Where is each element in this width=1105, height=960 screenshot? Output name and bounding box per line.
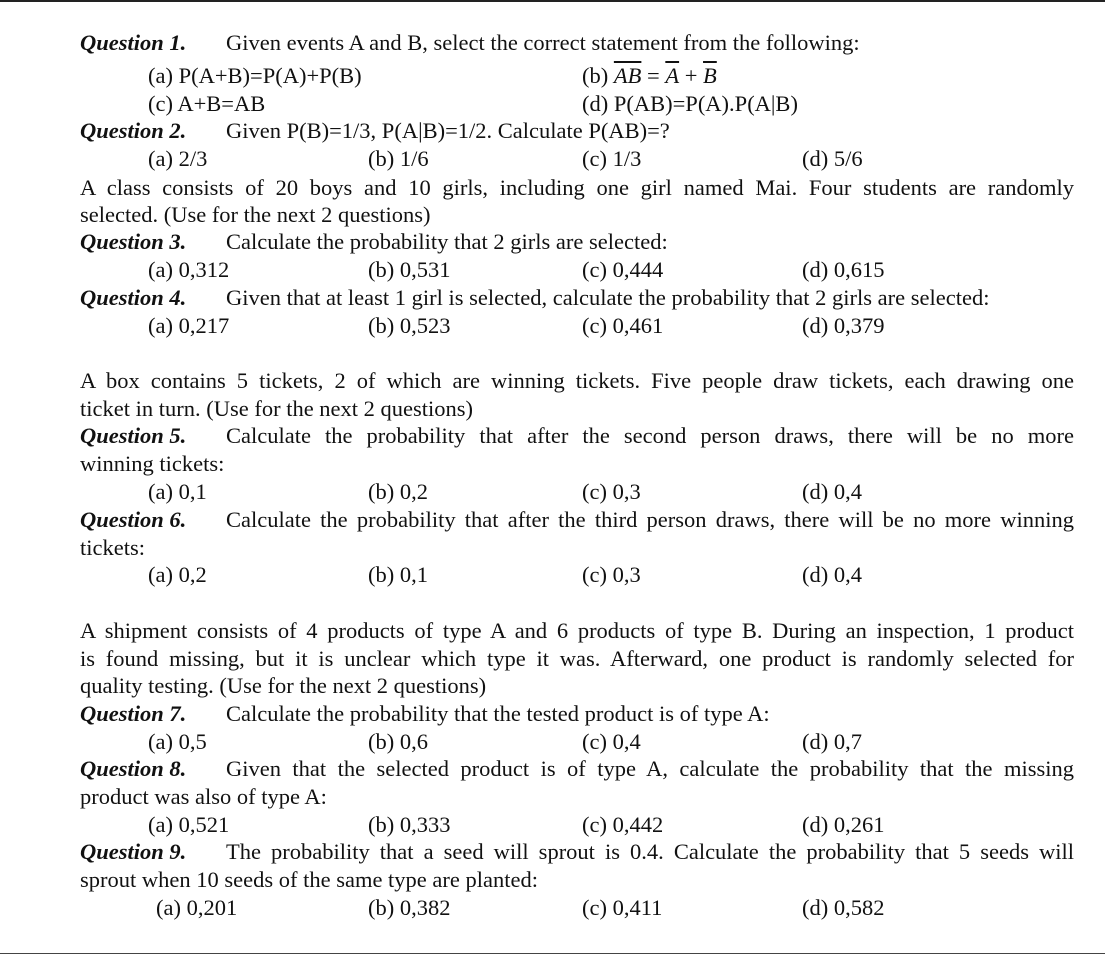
q9-option-a: (a) 0,201 <box>156 895 238 920</box>
question-1 <box>80 30 860 55</box>
q1-option-a: (a) P(A+B)=P(A)+P(B) <box>148 63 362 88</box>
question-9-text: The probability that a seed will sprout is 0.4. Calculate the probability that 5 seeds will <box>226 839 1074 864</box>
q3-option-a: (a) 0,312 <box>148 257 230 282</box>
q3-option-c: (c) 0,444 <box>582 257 664 282</box>
q3-option-b: (b) 0,531 <box>368 257 451 282</box>
question-3 <box>80 229 668 254</box>
question-4-text: Given that at least 1 girl is selected, calculate the probability that 2 girls are selected: <box>226 285 990 310</box>
q7-option-c: (c) 0,4 <box>582 729 641 754</box>
q9-option-d: (d) 0,582 <box>802 895 885 920</box>
question-9 <box>80 841 1074 864</box>
q1-option-b-plus: + <box>679 63 704 88</box>
question-3-label: Question 3. <box>80 229 187 254</box>
context-1-line-2: selected. (Use for the next 2 questions) <box>80 202 431 227</box>
question-2 <box>80 118 670 143</box>
q6-option-c: (c) 0,3 <box>582 562 641 587</box>
context-3-line-3: quality testing. (Use for the next 2 questions) <box>80 673 487 698</box>
context-3-line-1: A shipment consists of 4 products of type A and 6 products of type B. During an inspection, 1 product <box>80 618 1074 643</box>
q4-option-d: (d) 0,379 <box>802 313 885 338</box>
question-4-label: Question 4. <box>80 285 187 310</box>
q7-option-a: (a) 0,5 <box>148 729 207 754</box>
q9-option-b: (b) 0,382 <box>368 895 451 920</box>
question-9-label: Question 9. <box>80 839 187 864</box>
q1-option-c: (c) A+B=AB <box>148 91 266 116</box>
q5-option-c: (c) 0,3 <box>582 479 641 504</box>
q8-option-c: (c) 0,442 <box>582 812 664 837</box>
top-border-line <box>0 0 1105 2</box>
overline-ab: $\overline{AB}$ <box>613 63 642 88</box>
question-7-text: Calculate the probability that the tested product is of type A: <box>226 701 770 726</box>
question-9-text-cont: sprout when 10 seeds of the same type are planted: <box>80 867 538 892</box>
question-2-label: Question 2. <box>80 118 187 143</box>
q5-option-a: (a) 0,1 <box>148 479 207 504</box>
question-8-text-cont: product was also of type A: <box>80 784 327 809</box>
q7-option-b: (b) 0,6 <box>368 729 428 754</box>
overline-b: $\overline{B}$ <box>703 63 717 88</box>
q1-option-b-equals: = <box>641 63 666 88</box>
q8-option-b: (b) 0,333 <box>368 812 451 837</box>
question-3-text: Calculate the probability that 2 girls are selected: <box>226 229 668 254</box>
question-1-label: Question 1. <box>80 30 187 55</box>
q9-option-c: (c) 0,411 <box>582 895 663 920</box>
context-2-line-1: A box contains 5 tickets, 2 of which are winning tickets. Five people draw tickets, each drawing one <box>80 368 1074 393</box>
overline-a: $\overline{A}$ <box>665 63 680 88</box>
question-6-text-cont: tickets: <box>80 535 145 560</box>
q6-option-d: (d) 0,4 <box>802 562 862 587</box>
question-7 <box>80 701 770 726</box>
q3-option-d: (d) 0,615 <box>802 257 885 282</box>
question-8 <box>80 758 1074 781</box>
context-3-line-2: is found missing, but it is unclear which type it was. Afterward, one product is randomly selected for <box>80 646 1074 671</box>
question-6-text: Calculate the probability that after the third person draws, there will be no more winning <box>226 507 1074 532</box>
question-7-label: Question 7. <box>80 701 187 726</box>
question-8-label: Question 8. <box>80 756 187 781</box>
bottom-border-line <box>0 953 1105 954</box>
question-6-label: Question 6. <box>80 507 187 532</box>
q2-option-d: (d) 5/6 <box>802 146 863 171</box>
q2-option-c: (c) 1/3 <box>582 146 642 171</box>
q4-option-a: (a) 0,217 <box>148 313 230 338</box>
question-6 <box>80 509 1074 532</box>
q1-option-b <box>582 65 717 88</box>
q6-option-a: (a) 0,2 <box>148 562 207 587</box>
question-5 <box>80 425 1074 448</box>
question-1-text: Given events A and B, select the correct statement from the following: <box>226 30 860 55</box>
q4-option-b: (b) 0,523 <box>368 313 451 338</box>
q4-option-c: (c) 0,461 <box>582 313 664 338</box>
question-8-text: Given that the selected product is of type A, calculate the probability that the missing <box>226 756 1074 781</box>
q1-option-d: (d) P(AB)=P(A).P(A|B) <box>582 91 798 116</box>
q2-option-a: (a) 2/3 <box>148 146 208 171</box>
question-4 <box>80 285 990 310</box>
q5-option-b: (b) 0,2 <box>368 479 428 504</box>
question-5-label: Question 5. <box>80 423 187 448</box>
context-1-line-1: A class consists of 20 boys and 10 girls, including one girl named Mai. Four students are randomly <box>80 175 1074 200</box>
question-5-text-cont: winning tickets: <box>80 451 225 476</box>
context-2-line-2: ticket in turn. (Use for the next 2 questions) <box>80 396 474 421</box>
q6-option-b: (b) 0,1 <box>368 562 428 587</box>
q7-option-d: (d) 0,7 <box>802 729 862 754</box>
q1-option-b-prefix: (b) <box>582 63 614 88</box>
q8-option-d: (d) 0,261 <box>802 812 885 837</box>
q2-option-b: (b) 1/6 <box>368 146 429 171</box>
question-5-text: Calculate the probability that after the second person draws, there will be no more <box>226 423 1074 448</box>
q8-option-a: (a) 0,521 <box>148 812 230 837</box>
q5-option-d: (d) 0,4 <box>802 479 862 504</box>
question-2-text: Given P(B)=1/3, P(A|B)=1/2. Calculate P(AB)=? <box>226 118 670 143</box>
